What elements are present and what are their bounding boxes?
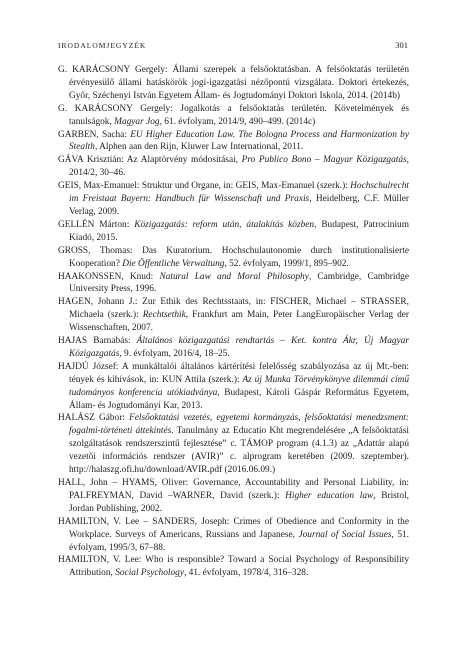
entry-italic-title: Közigazgatás: reform után, átalakítás közben	[134, 219, 315, 230]
running-head	[58, 40, 408, 50]
entry-text: HAMILTON, V. Lee – SANDERS, Joseph: Crimes of Obedience and Conformity in the Workplace. Surveys of Americans, Russians and Japanese,	[58, 516, 409, 540]
entry-text: G. KARÁCSONY Gergely: Jogalkotás a felsőoktatás területén. Követelmények és tanulságok,	[58, 103, 409, 127]
bibliography-entry	[58, 554, 409, 580]
entry-text: . Tanulmány az Educatio Kht megrendelésére „A felsőoktatási szolgáltatások rendszerszintű fejlesztése” c. TÁMOP program (4.1.3) az „Adattár alapú vezetői információs rendszer (AVIR)” c. alprogram keretében (2009. szeptember). http://halaszg.ofi.hu/download/AVIR.pdf (2016.06.09.)	[69, 426, 409, 476]
entry-italic-title: Die Öffentliche Verwaltung	[122, 258, 225, 269]
entry-text: , Heidelberg, C.F. Müller Verlag, 2009.	[69, 194, 409, 217]
entry-italic-title: Rechtsethik	[142, 310, 186, 321]
entry-text: HAGEN, Johann J.: Zur Ethik des Rechtsstaats, in: FISCHER, Michael – STRASSER, Michaela (szerk.):	[58, 297, 409, 321]
bibliography-entry	[58, 296, 409, 335]
entry-text: GARBEN, Sacha:	[58, 129, 131, 140]
entry-text: GELLÉN Márton:	[58, 219, 135, 230]
entry-text: HAMILTON, V. Lee: Who is responsible? Toward a Social Psychology of Responsibility Attribution,	[58, 555, 409, 579]
entry-italic-title: Social Psychology	[115, 568, 184, 579]
entry-text: , 51. évfolyam, 1995/3, 67–88.	[69, 529, 409, 553]
entry-italic-title: Magyar Jog	[114, 116, 160, 127]
entry-text: G. KARÁCSONY Gergely: Állami szerepek a felsőoktatásban. A felsőoktatás területén érvényesülő állami hatáskörök jogi-igazgatási nézőpontú vizsgálata. Doktori értekezés, Győr, Széchenyi István Egyetem Állam- és Jogtudományi Doktori Iskola, 2014. (2014b)	[58, 65, 409, 101]
bibliography-entry	[58, 271, 409, 297]
entry-text: , Frankfurt am Main, Peter LangEuropäischer Verlag der Wissenschaften, 2007.	[69, 310, 409, 334]
entry-italic-title: Felsőoktatási vezetés, egyetemi kormányzás, felsőoktatási menedzsment: fogalmi-történeti áttekintés	[69, 413, 409, 437]
bibliography-entry	[58, 103, 409, 129]
entry-text: , 41. évfolyam, 1978/4, 316–328.	[183, 568, 309, 579]
entry-text: , 2014/2, 30–46.	[69, 155, 409, 179]
section-title: IRODALOMJEGYZÉK	[58, 41, 147, 50]
bibliography-entry	[58, 64, 409, 103]
bibliography-entry	[58, 477, 409, 516]
entry-text: , Alphen aan den Rijn, Kluwer Law International, 2011.	[94, 142, 304, 153]
entry-text: HAJDÚ József: A munkáltalói általános kártérítési felelősség szabályozása az új Mt.-ben: tények és kihívások, in: KUN Attila (szerk.):	[58, 361, 409, 385]
entry-text: HALL, John – HYAMS, Oliver: Governance, Accountability and Personal Liability, in: PALFREYMAN, David –WARNER, David (szerk.):	[58, 478, 409, 501]
entry-text: HALÁSZ Gábor:	[58, 413, 129, 424]
entry-text: , 52. évfolyam, 1999/1, 895–902.	[224, 258, 349, 269]
entry-text: , 9. évfolyam, 2016/4, 18–25.	[119, 348, 230, 359]
entry-text: HAAKONSSEN, Knud:	[58, 271, 160, 282]
entry-italic-title: Hochschulrecht im Freistaat Bayern: Handbuch für Wissenschaft und Praxis	[69, 181, 409, 205]
bibliography-entry	[58, 516, 409, 555]
bibliography-entry	[58, 180, 409, 219]
bibliography-entry	[58, 129, 409, 155]
entry-text: , Budapest, Patrocinium Kiadó, 2015.	[69, 219, 409, 243]
bibliography-entry	[58, 219, 409, 245]
entry-italic-title: Higher education law	[285, 490, 374, 501]
entry-italic-title: EU Higher Education Law. The Bologna Process and Harmonization by Stealth	[69, 129, 409, 153]
entry-italic-title: Journal of Social Issues	[298, 529, 392, 540]
entry-text: HAJAS Barnabás:	[58, 336, 137, 347]
entry-text: , Budapest, Károli Gáspár Református Egyetem, Állam- és Jogtudományi Kar, 2013.	[69, 387, 409, 411]
entry-text: GROSS, Thomas: Das Kuratorium. Hochschulautonomie durch institutionalisierte Kooperation?	[58, 245, 409, 269]
entry-text: , Cambridge, Cambridge University Press, 1996.	[69, 271, 409, 295]
bibliography-entry	[58, 245, 409, 271]
bibliography-entry	[58, 412, 409, 477]
entry-text: GEIS, Max-Emanuel: Struktur und Organe, in: GEIS, Max-Emanuel (szerk.):	[58, 181, 351, 192]
bibliography-entry	[58, 361, 409, 413]
entry-italic-title: Pro Publico Bono – Magyar Közigazgatás	[241, 155, 407, 166]
page-number: 301	[395, 40, 408, 50]
bibliography-list	[58, 64, 409, 580]
entry-text: GÁVA Krisztián: Az Alaptörvény módosításai,	[58, 155, 242, 166]
entry-text: , 61. évfolyam, 2014/9, 490–499. (2014c)	[159, 116, 316, 127]
bibliography-entry	[58, 154, 409, 180]
entry-text: , Bristol, Jordan Publishing, 2002.	[69, 490, 410, 514]
entry-italic-title: Általános közigazgatási rendtartás – Ket. kontra Ákr, Új Magyar Közigazgatás	[69, 336, 409, 359]
entry-italic-title: Natural Law and Moral Philosophy	[159, 271, 309, 282]
bibliography-entry	[58, 335, 409, 361]
entry-italic-title: Az új Munka Törvénykönyve dilemmái című tudományos konferencia utókiadványa	[69, 374, 410, 398]
